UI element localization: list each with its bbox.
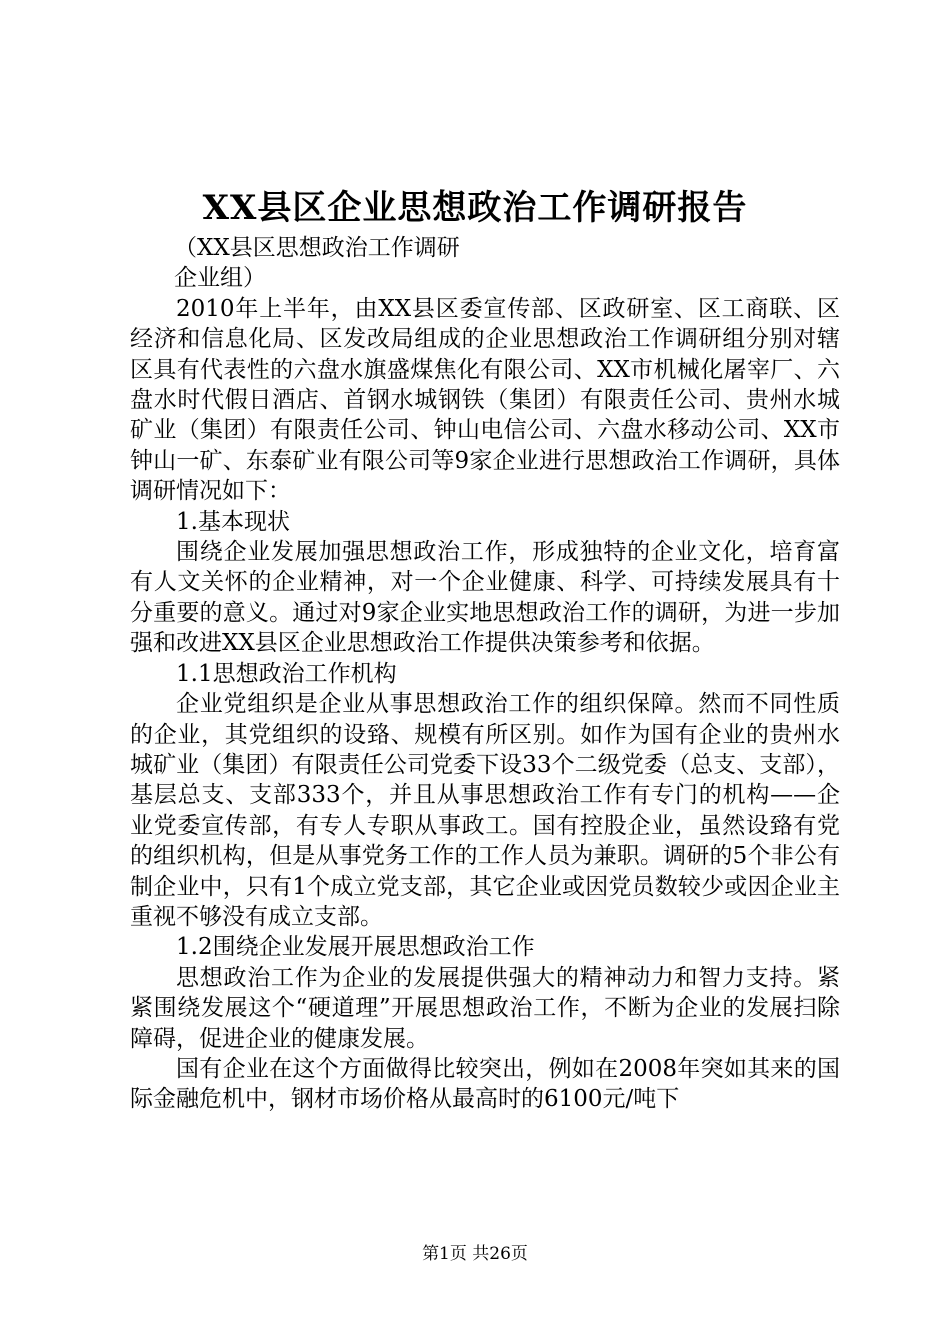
org-line-2: 企业组） [174,265,266,292]
paragraph-4: 国有企业在这个方面做得比较突出，例如在2008年突如其来的国际金融危机中，钢材市场价格从最高时的6100元/吨下 [130,1055,840,1113]
document-title: XX县区企业思想政治工作调研报告 [202,188,748,228]
paragraph-3: 思想政治工作为企业的发展提供强大的精神动力和智力支持。紧紧围绕发展这个“硬道理”开展思想政治工作，不断为企业的发展扫除障碍，促进企业的健康发展。 [130,964,840,1052]
paragraph-2: 企业党组织是企业从事思想政治工作的组织保障。然而不同性质的企业，其党组织的设臵、规模有所区别。如作为国有企业的贵州水城矿业（集团）有限责任公司党委下设33个二级党委（总支、支部），基层总支、支部333个，并且从事思想政治工作有专门的机构——企业党委宣传部，有专人专职从事政工。国有控股企业，虽然设臵有党的组织机构，但是从事党务工作的工作人员为兼职。调研的5个非公有制企业中，只有1个成立党支部，其它企业或因党员数较少或因企业主重视不够没有成立支部。 [130,691,840,930]
section-heading-1: 1.基本现状 [176,508,290,535]
document-body [130,233,840,1115]
section-heading-1-2: 1.2围绕企业发展开展思想政治工作 [176,934,535,961]
paragraph-1: 围绕企业发展加强思想政治工作，形成独特的企业文化，培育富有人文关怀的企业精神，对一个企业健康、科学、可持续发展具有十分重要的意义。通过对9家企业实地思想政治工作的调研，为进一步加强和改进XX县区企业思想政治工作提供决策参考和依据。 [130,539,840,657]
org-line-1: （XX县区思想政治工作调研 [174,235,460,261]
intro-paragraph: 2010年上半年，由XX县区委宣传部、区政研室、区工商联、区经济和信息化局、区发改局组成的企业思想政治工作调研组分别对辖区具有代表性的六盘水旗盛煤焦化有限公司、XX市机械化屠宰厂、六盘水时代假日酒店、首钢水城钢铁（集团）有限责任公司、贵州水城矿业（集团）有限责任公司、钟山电信公司、六盘水移动公司、XX市钟山一矿、东泰矿业有限公司等9家企业进行思想政治工作调研，具体调研情况如下： [130,295,840,505]
page-footer: 第1页 共26页 [422,1244,528,1264]
section-heading-1-1: 1.1思想政治工作机构 [176,660,397,687]
